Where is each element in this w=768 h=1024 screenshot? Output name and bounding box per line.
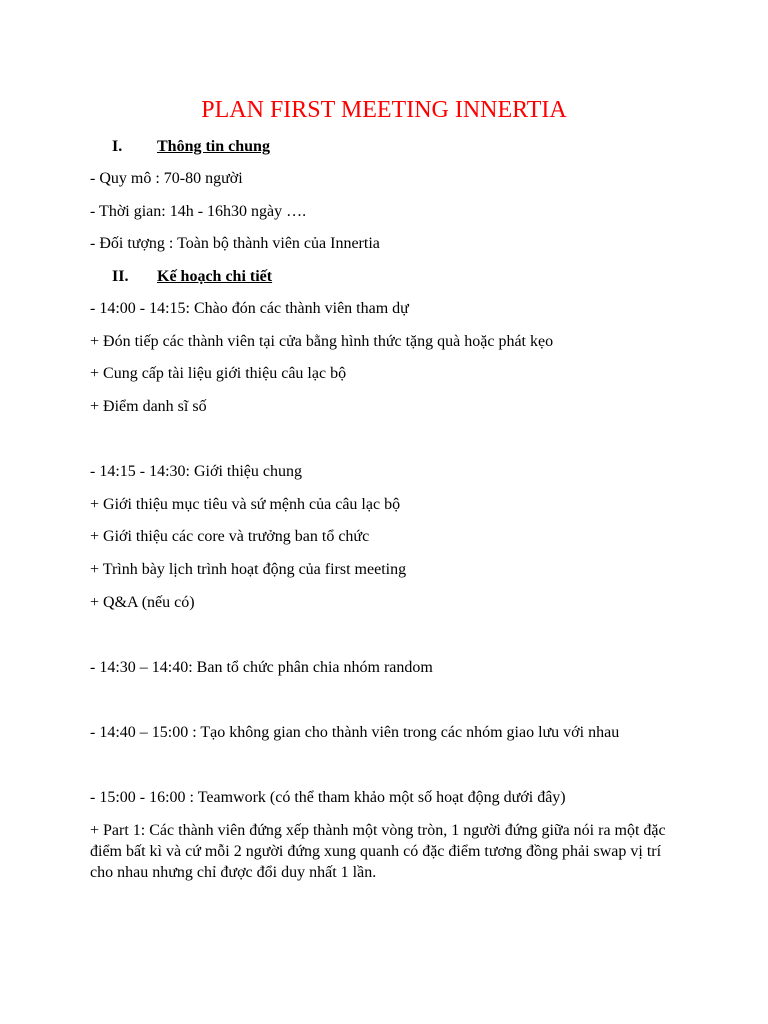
schedule-line: - 14:40 – 15:00 : Tạo không gian cho thành viên trong các nhóm giao lưu với nhau [90,724,620,741]
part1-paragraph: + Part 1: Các thành viên đứng xếp thành một vòng tròn, 1 người đứng giữa nói ra một đặc điểm bất kì và cứ mỗi 2 người đứng xung quanh có đặc điểm tương đồng phải swap vị trí cho nhau nhưng chỉ được đổi duy nhất 1 lần. [90,822,666,881]
section-title: Thông tin chung [157,138,270,155]
schedule-line: - 14:00 - 14:15: Chào đón các thành viên tham dự [90,300,409,317]
document-title: PLAN FIRST MEETING INNERTIA [201,97,567,123]
info-line: - Quy mô : 70-80 người [90,170,243,187]
section-number: I. [112,138,123,155]
info-line: - Thời gian: 14h - 16h30 ngày …. [90,203,307,220]
schedule-line: + Cung cấp tài liệu giới thiệu câu lạc bộ [90,365,347,382]
schedule-line: - 14:30 – 14:40: Ban tổ chức phân chia nhóm random [90,659,433,676]
schedule-line: - 14:15 - 14:30: Giới thiệu chung [90,463,302,480]
info-line: - Đối tượng : Toàn bộ thành viên của Innertia [90,235,380,252]
schedule-line: + Giới thiệu các core và trưởng ban tổ chức [90,528,370,545]
schedule-line: + Trình bày lịch trình hoạt động của first meeting [90,561,407,578]
schedule-line: + Điểm danh sĩ số [90,398,207,415]
schedule-line: + Q&A (nếu có) [90,594,195,611]
schedule-line: + Đón tiếp các thành viên tại cửa bằng hình thức tặng quà hoặc phát kẹo [90,333,554,350]
section-title: Kế hoạch chi tiết [157,268,273,285]
schedule-line: + Giới thiệu mục tiêu và sứ mệnh của câu lạc bộ [90,496,401,513]
schedule-line: - 15:00 - 16:00 : Teamwork (có thể tham khảo một số hoạt động dưới đây) [90,789,566,806]
section-number: II. [112,268,129,285]
